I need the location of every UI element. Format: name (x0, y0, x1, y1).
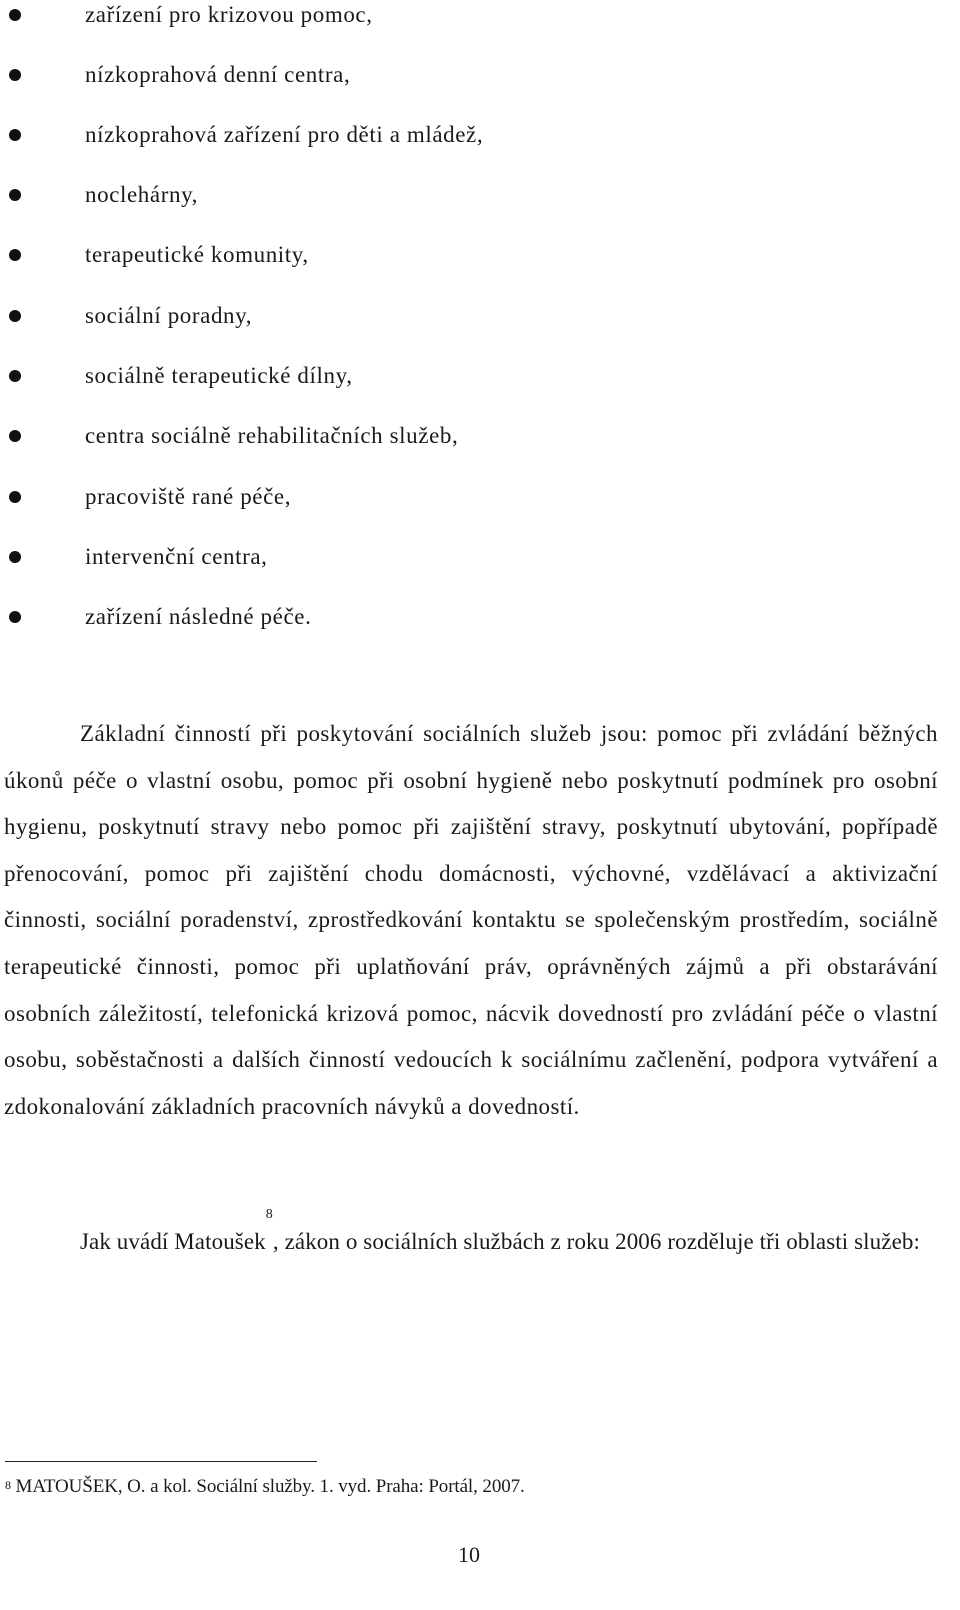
footnote-reference[interactable]: 8 (265, 1207, 273, 1222)
footnote-separator (5, 1461, 317, 1462)
list-item (0, 416, 900, 456)
list-item (0, 356, 900, 396)
paragraph-text-end: , zákon o sociálních službách z roku 2006 rozděluje tři oblasti služeb: (272, 1229, 920, 1254)
list-item (0, 0, 900, 35)
bullet-icon (9, 491, 21, 503)
bullet-icon (9, 551, 21, 563)
list-item (0, 597, 900, 637)
list-item (0, 537, 900, 577)
bullet-icon (9, 310, 21, 322)
list-item-text: nízkoprahová zařízení pro děti a mládež, (85, 122, 484, 147)
bullet-icon (9, 69, 21, 81)
bullet-icon (9, 370, 21, 382)
bullet-icon (9, 189, 21, 201)
page-number: 10 (458, 1542, 480, 1567)
list-item (0, 55, 900, 95)
bullet-icon (9, 129, 21, 141)
list-item (0, 115, 900, 155)
bullet-icon (9, 611, 21, 623)
list-item (0, 235, 900, 275)
bullet-icon (9, 430, 21, 442)
list-item (0, 477, 900, 517)
footnote-marker: 8 (5, 1478, 11, 1492)
list-item-text: sociálně terapeutické dílny, (85, 363, 353, 388)
list-item (0, 175, 900, 215)
list-item-text: noclehárny, (85, 182, 199, 207)
basic-activities-paragraph: Základní činností při poskytování sociálních služeb jsou: pomoc při zvládání běžných úkonů péče o vlastní osobu, pomoc při osobní hygieně nebo poskytnutí podmínek pro osobní hygienu, poskytnutí stravy nebo pomoc při zajištění stravy, poskytnutí ubytování, popřípadě přenocování, pomoc při zajištění chodu domácnosti, výchovné, vzdělávací a aktivizační činnosti, sociální poradenství, zprostředkování kontaktu se společenským prostředím, sociálně terapeutické činnosti, pomoc při uplatňování práv, oprávněných zájmů a při obstarávání osobních záležitostí, telefonická krizová pomoc, nácvik dovedností pro zvládání péče o vlastní osobu, soběstačnosti a dalších činností vedoucích k sociálnímu začlenění, podpora vytváření a zdokonalování základních pracovních návyků a dovedností. (4, 721, 938, 1119)
footnote-text: MATOUŠEK, O. a kol. Sociální služby. 1. vyd. Praha: Portál, 2007. (10, 1476, 525, 1497)
list-item-text: terapeutické komunity, (85, 242, 309, 267)
bullet-icon (9, 249, 21, 261)
list-item-text: zařízení pro krizovou pomoc, (85, 2, 373, 27)
list-item-text: nízkoprahová denní centra, (85, 62, 351, 87)
matousek-paragraph (4, 1207, 938, 1265)
bullet-icon (9, 9, 21, 21)
list-item-text: zařízení následné péče. (85, 604, 312, 629)
list-item-text: sociální poradny, (85, 303, 253, 328)
list-item-text: pracoviště rané péče, (85, 484, 292, 509)
list-item (0, 296, 900, 336)
footnote (5, 1474, 525, 1500)
list-item-text: intervenční centra, (85, 544, 268, 569)
list-item-text: centra sociálně rehabilitačních služeb, (85, 423, 459, 448)
paragraph-text-start: Jak uvádí Matoušek (80, 1229, 266, 1254)
